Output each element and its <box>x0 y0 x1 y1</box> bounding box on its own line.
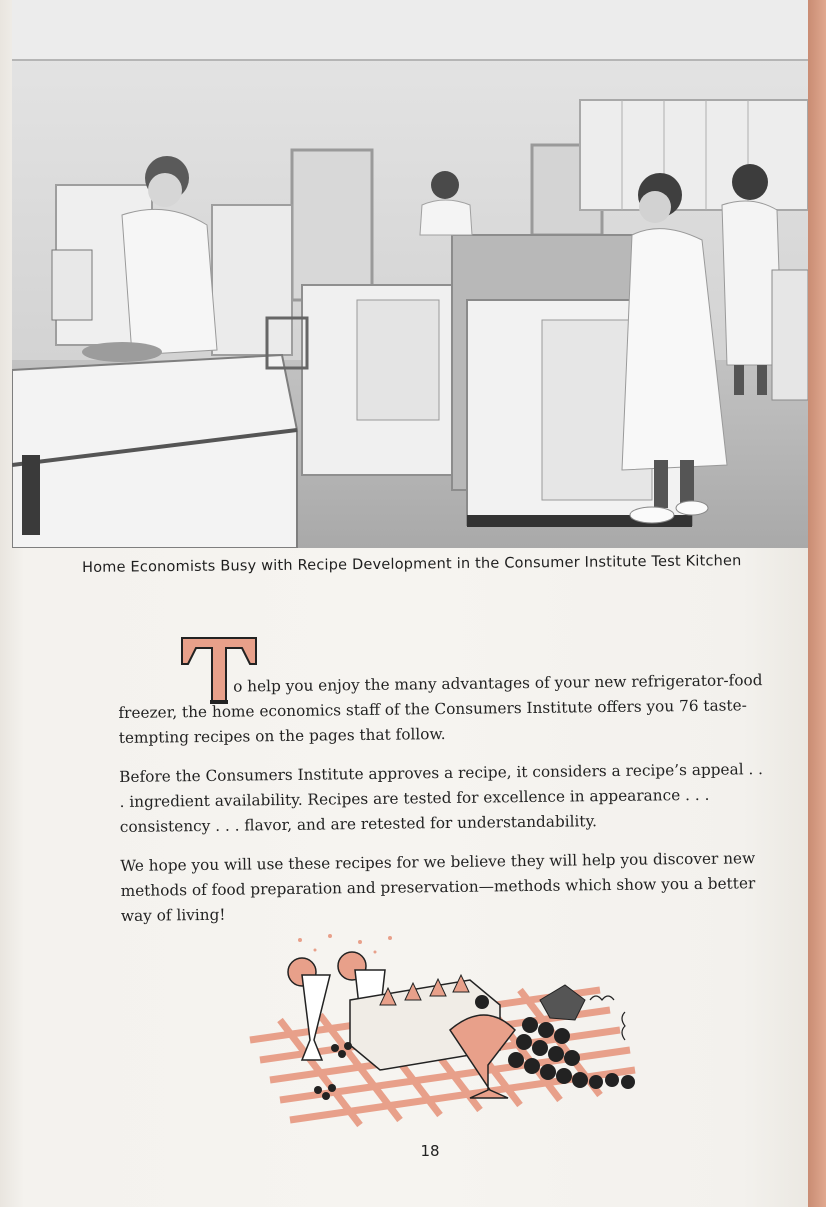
page-number: 18 <box>420 1142 440 1160</box>
food-illustration-drawing <box>240 930 640 1130</box>
paragraph-closing: We hope you will use these recipes for we believe they will help you discover new methods of food preparation and preservation—methods which show you a better way of living! <box>120 849 756 925</box>
kitchen-photo <box>12 0 808 548</box>
food-illustration <box>240 930 640 1130</box>
kitchen-photo-drawing <box>12 0 808 548</box>
body-text <box>118 668 771 943</box>
paragraph-intro: o help you enjoy the many advantages of your new refrigerator-food freezer, the home economics staff of the Consumers Institute offers you 76 taste-tempting recipes on the pages that follow. <box>118 671 763 747</box>
photo-caption: Home Economists Busy with Recipe Development in the Consumer Institute Test Kitchen <box>82 553 742 576</box>
paragraph-approval: Before the Consumers Institute approves a recipe, it considers a recipe’s appeal . . . ingredient availability. Recipes are tested for excellence in appearance . . . consistency . . . flavor, and are retested for understandability. <box>119 760 764 836</box>
page-edge <box>808 0 826 1207</box>
